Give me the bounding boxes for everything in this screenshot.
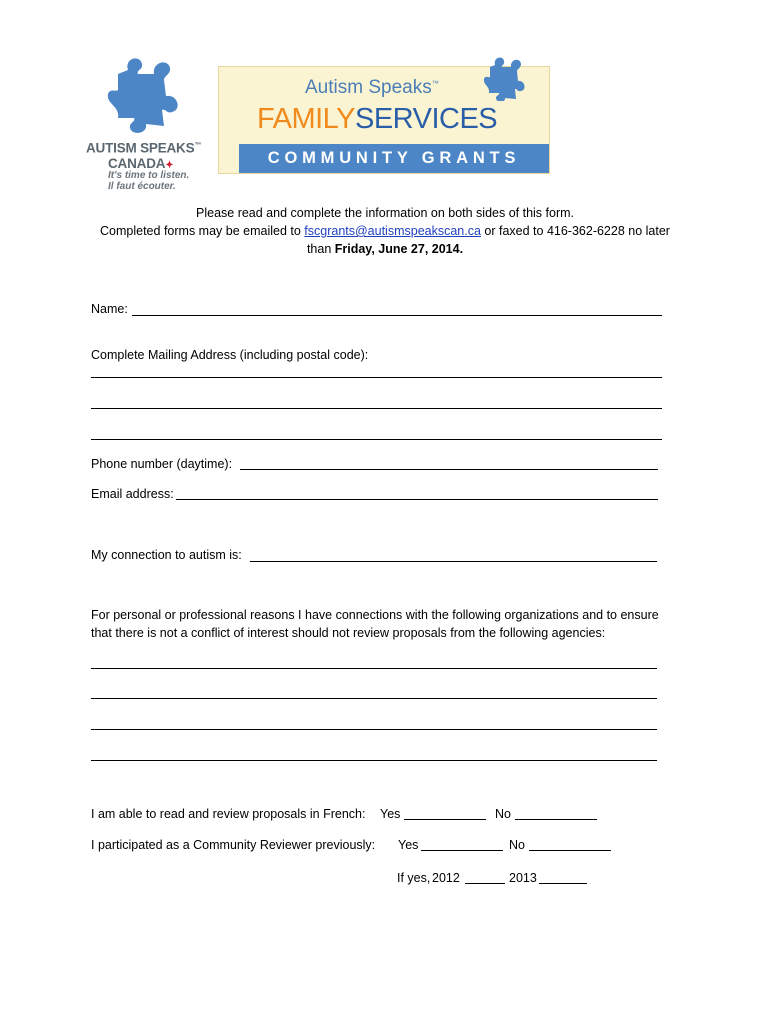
name-field[interactable] — [132, 315, 662, 316]
intro-line-2 — [60, 223, 710, 239]
connection-label: My connection to autism is: — [91, 548, 242, 562]
agency-line-3[interactable] — [91, 729, 657, 730]
agency-line-4[interactable] — [91, 760, 657, 761]
grants-email-link[interactable]: fscgrants@autismspeakscan.ca — [304, 224, 481, 238]
address-line-2[interactable] — [91, 408, 662, 409]
family-services-logo — [218, 66, 550, 174]
autism-speaks-canada-logo — [86, 52, 206, 192]
intro-line-1: Please read and complete the information on both sides of this form. — [196, 206, 574, 220]
address-line-3[interactable] — [91, 439, 662, 440]
phone-label: Phone number (daytime): — [91, 457, 233, 471]
fs-title — [305, 77, 439, 99]
asc-tagline-en: It's time to listen. — [108, 170, 190, 181]
reviewer-no-label: No — [509, 838, 525, 852]
asc-name-line2: CANADA — [108, 155, 166, 171]
agency-line-2[interactable] — [91, 698, 657, 699]
asc-trademark: ™ — [194, 142, 202, 149]
reviewer-no-field[interactable] — [529, 850, 611, 851]
french-no-label: No — [495, 807, 511, 821]
name-label: Name: — [91, 302, 128, 316]
puzzle-piece-icon — [106, 52, 188, 136]
small-puzzle-piece-icon — [483, 53, 527, 101]
agency-line-1[interactable] — [91, 668, 657, 669]
asc-wordmark — [86, 138, 206, 173]
year-2013-field[interactable] — [539, 883, 587, 884]
fs-community-grants-band: COMMUNITY GRANTS — [239, 144, 549, 173]
reviewer-yes-label: Yes — [398, 838, 419, 852]
reviewer-label: I participated as a Community Reviewer previously: — [91, 838, 376, 852]
fs-services-word: SERVICES — [355, 103, 498, 135]
deadline: Friday, June 27, 2014. — [334, 242, 464, 256]
intro-line-2-end: or faxed to 416-362-6228 no later — [480, 224, 670, 238]
french-label: I am able to read and review proposals in French: — [91, 807, 366, 821]
fs-family-word: FAMILY — [257, 103, 355, 135]
french-yes-field[interactable] — [404, 819, 486, 820]
french-no-field[interactable] — [515, 819, 597, 820]
conflict-line-2: that there is not a conflict of interest should not review proposals from the following agencies: — [91, 626, 606, 640]
intro-line-2-start: Completed forms may be emailed to — [100, 224, 305, 238]
phone-field[interactable] — [240, 469, 658, 470]
maple-leaf-icon: ✦ — [165, 159, 174, 171]
conflict-line-1: For personal or professional reasons I have connections with the following organizations and to ensure — [91, 608, 659, 622]
connection-field[interactable] — [250, 561, 657, 562]
asc-name-line1: AUTISM SPEAKS — [86, 140, 195, 156]
fs-title-text: Autism Speaks — [305, 77, 432, 98]
year-2013-label: 2013 — [509, 871, 537, 885]
intro-line-3 — [60, 241, 710, 257]
year-2012-field[interactable] — [465, 883, 505, 884]
year-2012-label: 2012 — [432, 871, 460, 885]
address-line-1[interactable] — [91, 377, 662, 378]
asc-tagline — [108, 170, 189, 192]
reviewer-yes-field[interactable] — [421, 850, 503, 851]
address-label: Complete Mailing Address (including postal code): — [91, 348, 369, 362]
fs-tm: ™ — [431, 80, 439, 88]
asc-tagline-fr: Il faut écouter. — [108, 181, 176, 192]
email-field[interactable] — [176, 499, 658, 500]
intro-line-3-start: than — [306, 242, 335, 256]
fs-family-services — [257, 103, 497, 136]
email-label: Email address: — [91, 487, 174, 501]
if-yes-label: If yes, — [397, 871, 431, 885]
french-yes-label: Yes — [380, 807, 401, 821]
